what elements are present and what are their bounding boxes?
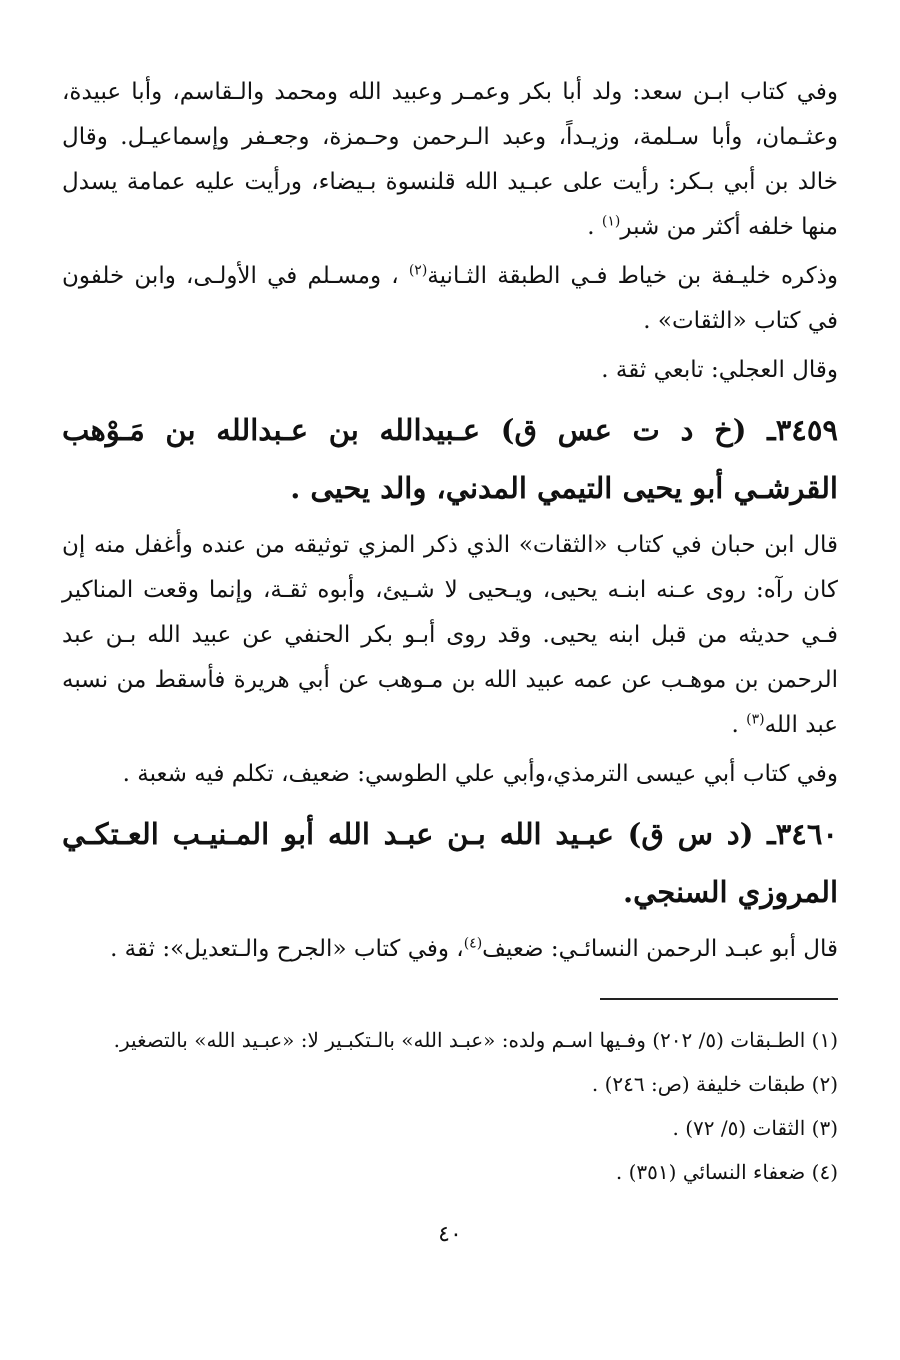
paragraph-nasai	[62, 927, 838, 972]
paragraph-khalifa	[62, 254, 838, 344]
footnote-3: (٣) الثقات (٥/ ٧٢) .	[672, 1116, 838, 1140]
paragraph-end: .	[587, 214, 602, 240]
footnotes	[62, 1018, 838, 1194]
paragraph-tirmidhi	[62, 752, 838, 797]
paragraph-text: ، ومسـلم في الأولـى، وابن خلفون في كتاب «الثقات» .	[62, 263, 838, 334]
paragraph-text: قال ابن حبان في كتاب «الثقات» الذي ذكر المزي توثيقه من عنده وأغفل منه إن كان رآه: روى عـنه ابنـه يحيى، ويـحيى لا شـيئ، وأبوه ثقـة، وإنما وقعت المناكير فـي حديثه من قبل ابنه يحيى. وقد روى أبـو بكر الحنفي عن عبيد الله بـن عبد الرحمن بن موهـب عن عمه عبيد الله بن مـوهب عن أبي هريرة فأسقط من نسبه عبد الله	[62, 532, 838, 738]
entry-heading-text: ٣٤٦٠ـ (د س ق) عبـيد الله بـن عبـد الله أبو المـنيـب العـتكـي المروزي السنجي.	[62, 817, 838, 909]
paragraph-text: وذكره خليـفة بن خياط فـي الطبقة الثـانية	[427, 263, 838, 289]
paragraph-text: قال أبو عبـد الرحمن النسائـي: ضعيف	[482, 936, 838, 962]
paragraph-ibn-saad	[62, 70, 838, 250]
footnote-2: (٢) طبقات خليفة (ص: ٢٤٦) .	[591, 1072, 838, 1096]
paragraph-text: وفي كتاب أبي عيسى الترمذي،وأبي علي الطوسي: ضعيف، تكلم فيه شعبة .	[122, 761, 838, 787]
paragraph-end: .	[731, 712, 747, 738]
paragraph-text: ، وفي كتاب «الجرح والـتعديل»: ثقة .	[110, 936, 464, 962]
footnote-4: (٤) ضعفاء النسائي (٣٥١) .	[615, 1160, 838, 1184]
footnote-1: (١) الطـبقات (٥/ ٢٠٢) وفـيها اسـم ولده: «عبـد الله» بالـتكبـير لا: «عبـيد الله» بالتصغير.	[113, 1028, 838, 1052]
footnote-separator	[600, 998, 838, 1000]
footnote-ref-1: (١)	[601, 213, 621, 230]
footnote-ref-4: (٤)	[463, 935, 483, 952]
paragraph-ijli	[62, 348, 838, 393]
entry-heading-3460	[62, 805, 838, 921]
entry-heading-3459	[62, 401, 838, 517]
paragraph-text: وفي كتاب ابـن سعد: ولد أبا بكر وعمـر وعبيد الله ومحمد والـقاسم، وأبا عبيدة، وعثـمان، وأبا سـلمة، وزيـداً، وعبد الـرحمن وحـمزة، وجعـفر وإسماعيـل. وقال خالد بن أبي بـكر: رأيت على عبـيد الله قلنسوة بـيضاء، ورأيت عليه عمامة يسدل منها خلفه أكثر من شبر	[62, 79, 838, 240]
footnote-ref-2: (٢)	[408, 262, 428, 279]
page-number: ٤٠	[438, 1222, 462, 1247]
paragraph-text: وقال العجلي: تابعي ثقة .	[601, 357, 838, 383]
paragraph-ibn-hibban	[62, 523, 838, 748]
footnote-ref-3: (٣)	[746, 711, 765, 728]
entry-heading-text: ٣٤٥٩ـ (خ د ت عس ق) عـبيدالله بن عـبدالله بن مَـوْهب القرشـي أبو يحيى التيمي المدني، والد يحيى .	[62, 413, 838, 505]
